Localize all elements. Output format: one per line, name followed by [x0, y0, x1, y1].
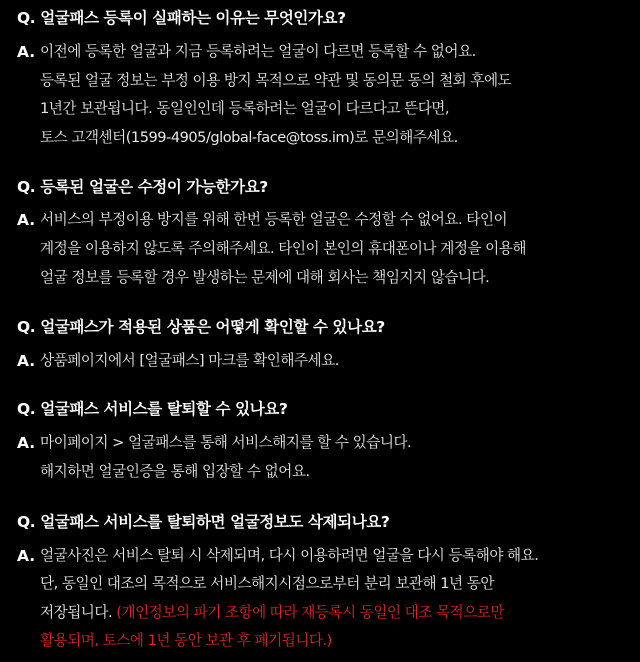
faq-question: Q. 얼굴패스 서비스를 탈퇴할 수 있나요?: [17, 400, 288, 418]
faq-question: Q. 얼굴패스가 적용된 상품은 어떻게 확인할 수 있나요?: [17, 318, 385, 336]
faq-question: Q. 등록된 얼굴은 수정이 가능한가요?: [17, 178, 268, 196]
answer-line: 마이페이지 > 얼굴패스를 통해 서비스해지를 할 수 있습니다.: [40, 434, 412, 451]
faq-question: Q. 얼굴패스 서비스를 탈퇴하면 얼굴정보도 삭제되나요?: [17, 513, 390, 531]
faq-question: Q. 얼굴패스 등록이 실패하는 이유는 무엇인가요?: [17, 9, 346, 27]
answer-prefix: A.: [17, 43, 36, 61]
answer-prefix: A.: [17, 434, 36, 452]
answer-prefix: A.: [17, 547, 36, 565]
answer-line: 토스 고객센터(1599-4905/global-face@toss.im)로 문의해주세요.: [40, 129, 458, 146]
answer-prefix: A.: [17, 352, 36, 370]
warning-text: 활용되며, 토스에 1년 동안 보관 후 폐기됩니다.): [40, 632, 332, 649]
answer-line: 1년간 보관됩니다. 동일인인데 등록하려는 얼굴이 다르다고 뜬다면,: [40, 100, 450, 117]
answer-line: 서비스의 부정이용 방지를 위해 한번 등록한 얼굴은 수정할 수 없어요. 타인이: [40, 211, 508, 228]
answer-line: [40, 631, 332, 651]
answer-line: 계정을 이용하지 않도록 주의해주세요. 타인이 본인의 휴대폰이나 계정을 이용해: [40, 240, 526, 257]
answer-text-normal: 저장됩니다.: [40, 604, 113, 621]
answer-line: 해지하면 얼굴인증을 통해 입장할 수 없어요.: [40, 463, 310, 480]
answer-line: 이전에 등록한 얼굴과 지금 등록하려는 얼굴이 다르면 등록할 수 없어요.: [40, 43, 476, 60]
answer-line: [40, 603, 504, 623]
answer-line: 얼굴사진은 서비스 탈퇴 시 삭제되며, 다시 이용하려면 얼굴을 다시 등록해야 해요.: [40, 547, 539, 564]
answer-line: 등록된 얼굴 정보는 부정 이용 방지 목적으로 약관 및 동의문 동의 철회 후에도: [40, 72, 512, 89]
answer-line: 상품페이지에서 [얼굴패스] 마크를 확인해주세요.: [40, 352, 339, 369]
answer-prefix: A.: [17, 211, 36, 229]
answer-line: 단, 동일인 대조의 목적으로 서비스해지시점으로부터 분리 보관해 1년 동안: [40, 575, 494, 592]
warning-text: (개인정보의 파기 조항에 따라 재등록시 동일인 대조 목적으로만: [116, 604, 504, 621]
answer-line: 얼굴 정보를 등록할 경우 발생하는 문제에 대해 회사는 책임지지 않습니다.: [40, 269, 490, 286]
